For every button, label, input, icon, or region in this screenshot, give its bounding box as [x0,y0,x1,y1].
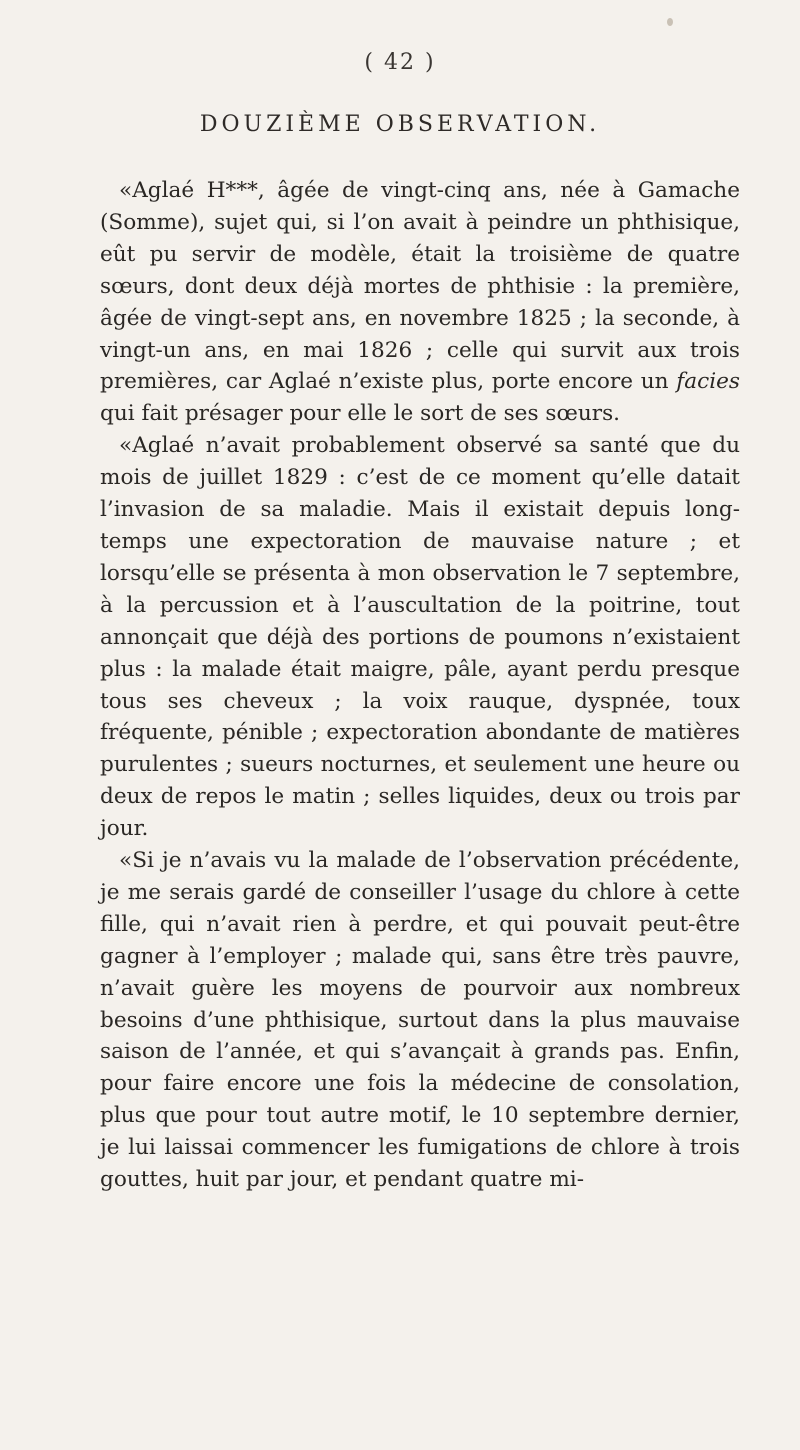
paragraph-text: qui fait présager pour elle le sort de ses sœurs. [100,401,621,427]
italic-text: facies [676,369,740,395]
paragraph [100,175,740,430]
paragraph-text: «Aglaé n’avait probablement observé sa santé que du mois de juillet 1829 : c’est de ce moment qu’elle datait l’invasion de sa maladie. Mais il existait depuis long-temps une expectoration de mauvaise nature ; et lorsqu’elle se présenta à mon observation le 7 septembre, à la percussion et à l’auscultation de la poitrine, tout annonçait que déjà des portions de poumons n’existaient plus : la malade était maigre, pâle, ayant perdu presque tous ses cheveux ; la voix rauque, dyspnée, toux fréquente, pénible ; expectoration abondante de matières purulentes ; sueurs nocturnes, et seulement une heure ou deux de repos le matin ; selles liquides, deux ou trois par jour. [100,433,740,842]
paragraph [100,430,740,845]
ink-spot [667,18,673,26]
paragraph [100,845,740,1196]
paragraph-text: «Aglaé H***, âgée de vingt-cinq ans, née à Gamache (Somme), sujet qui, si l’on avait à peindre un phthisique, eût pu servir de modèle, était la troisième de quatre sœurs, dont deux déjà mortes de phthisie : la première, âgée de vingt-sept ans, en novembre 1825 ; la seconde, à vingt-un ans, en mai 1826 ; celle qui survit aux trois premières, car Aglaé n’existe plus, porte encore un [100,178,740,395]
page-number: ( 42 ) [364,50,436,75]
section-heading: DOUZIÈME OBSERVATION. [199,112,601,137]
paragraph-text: «Si je n’avais vu la malade de l’observation précédente, je me serais gardé de conseiller l’usage du chlore à cette fille, qui n’avait rien à perdre, et qui pouvait peut-être gagner à l’employer ; malade qui, sans être très pauvre, n’avait guère les moyens de pourvoir aux nombreux besoins d’une phthisique, surtout dans la plus mauvaise saison de l’année, et qui s’avançait à grands pas. Enfin, pour faire encore une fois la médecine de consolation, plus que pour tout autre motif, le 10 septembre dernier, je lui laissai commencer les fumigations de chlore à trois gouttes, huit par jour, et pendant quatre mi- [100,848,740,1193]
body-text [100,175,740,1196]
